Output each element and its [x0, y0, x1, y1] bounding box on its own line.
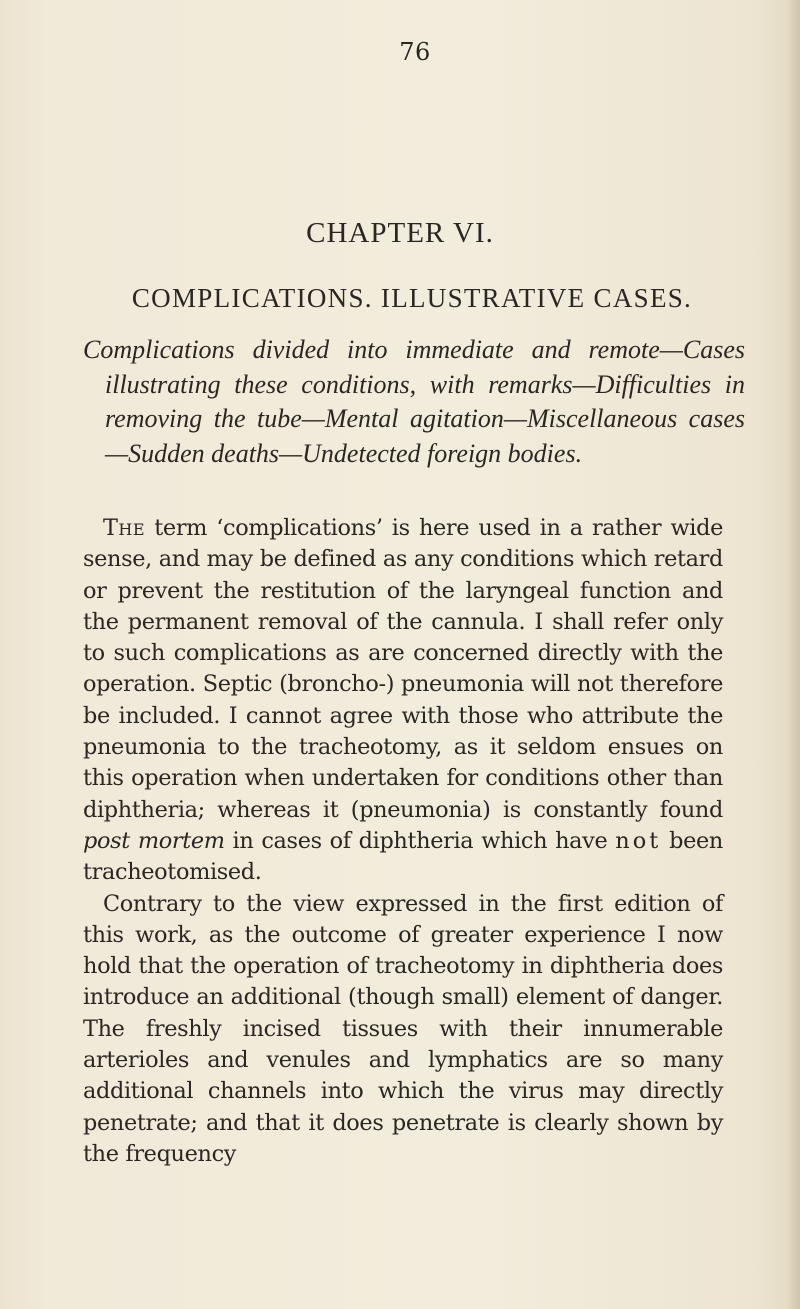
paragraph-2: Contrary to the view expressed in the first edition of this work, as the outcome of greater experience I now hold that the operation of tracheotomy in diphtheria does introduce an additional (though small) element of danger. The freshly incised tissues with their innumerable arterioles and venules and lymphatics are so many additional channels into which the virus may directly penetrate; and that it does penetrate is clearly shown by the frequency — [83, 890, 723, 1167]
paragraph-1-text-b: in cases of diphtheria which have — [224, 827, 616, 854]
chapter-synopsis: Complications divided into immediate and remote—Cases illustrating these conditions, with remarks—Difficulties in removing the tube—Mental agitation—Miscellaneous cases—Sudden deaths—Undetected foreign bodies. — [83, 335, 745, 468]
chapter-title: CHAPTER VI. — [306, 217, 494, 249]
emphasized-word: not — [615, 827, 662, 854]
paragraph-1-text-c: been tracheotomised. — [83, 827, 723, 886]
paragraph-lead-word: The — [103, 515, 146, 541]
paragraph-1 — [83, 513, 723, 889]
chapter-subtitle: COMPLICATIONS. ILLUSTRATIVE CASES. — [131, 283, 693, 313]
italic-phrase: post mortem — [83, 827, 225, 854]
page-number: 76 — [399, 38, 431, 66]
page-edge-shadow — [786, 0, 800, 1309]
paragraph-1-text-a: term ‘complications’ is here used in a rather wide sense, and may be defined as any conditions which retard or prevent the restitution of the laryngeal function and the permanent removal of the cannula. I shall refer only to such complications as are concerned directly with the operation. Septic (broncho-) pneumonia will not therefore be included. I cannot agree with those who attribute the pneumonia to the tracheotomy, as it seldom ensues on this operation when undertaken for conditions other than diphtheria; whereas it (pneumonia) is constantly found — [83, 515, 723, 823]
body-text — [83, 513, 723, 1170]
